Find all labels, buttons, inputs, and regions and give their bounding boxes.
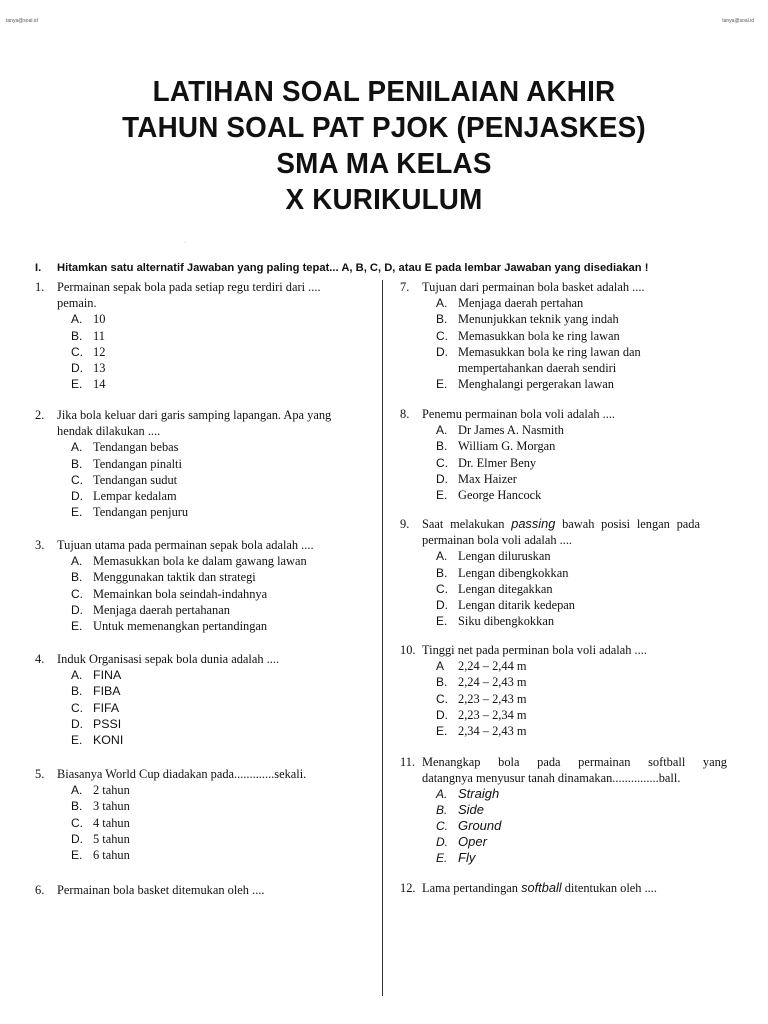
stray-dot: · — [184, 240, 186, 246]
option-text: Tendangan bebas — [93, 440, 179, 455]
option — [71, 456, 345, 472]
option-text: 2,34 – 2,43 m — [458, 724, 527, 739]
option-text: Untuk memenangkan pertandingan — [93, 619, 268, 634]
question-7 — [400, 279, 730, 392]
option — [436, 565, 700, 581]
question-number: 9. — [400, 517, 410, 531]
question-stem — [35, 766, 355, 782]
option-text: Menjaga daerah pertahan — [458, 296, 584, 311]
option — [71, 831, 355, 847]
question-5 — [35, 766, 355, 863]
option-text: Memasukkan bola ke dalam gawang lawan — [93, 554, 307, 569]
option — [436, 707, 730, 723]
option-text: FINA — [93, 668, 122, 683]
question-text: Tinggi net pada perminan bola voli adalah .... — [422, 643, 647, 657]
title-line: LATIHAN SOAL PENILAIAN AKHIR — [152, 76, 616, 108]
question-text: Induk Organisasi sepak bola dunia adalah .... — [57, 652, 280, 666]
question-11 — [400, 754, 727, 866]
option-letter: A — [436, 659, 445, 674]
question-2 — [35, 407, 345, 520]
corner-watermark-right: tanya@soal.id — [722, 18, 754, 24]
option-text: 5 tahun — [93, 831, 130, 846]
question-number: 10. — [400, 643, 416, 657]
option-letter: B. — [436, 565, 448, 580]
question-text: Permainan bola basket ditemukan oleh .... — [57, 883, 265, 897]
option — [71, 782, 355, 798]
option-text: 11 — [93, 328, 105, 343]
option-letter: E. — [71, 848, 83, 863]
question-text: Jika bola keluar dari garis samping lapangan. Apa yang hendak dilakukan .... — [57, 408, 332, 439]
question-text-after: bawah posisi lengan pada permainan bola voli adalah .... — [422, 517, 700, 548]
option — [71, 360, 335, 376]
question-number: 1. — [35, 280, 45, 294]
option — [71, 488, 345, 504]
question-text-after: ditentukan oleh .... — [561, 881, 657, 895]
question-stem — [400, 279, 730, 295]
option-letter: D. — [436, 707, 448, 722]
option-letter: D. — [71, 602, 83, 617]
option — [71, 847, 355, 863]
option — [71, 472, 345, 488]
option — [71, 439, 345, 455]
option-letter: B. — [436, 675, 448, 690]
options-list — [35, 667, 355, 748]
option-text: Ground — [458, 818, 502, 834]
option-letter: B. — [436, 803, 448, 818]
option — [71, 311, 335, 327]
options-list — [35, 311, 335, 392]
option-text: Menggunakan taktik dan strategi — [93, 570, 256, 585]
option — [71, 569, 355, 585]
option-letter: D. — [436, 344, 448, 359]
option — [71, 618, 355, 634]
option-letter: B. — [71, 570, 83, 585]
option — [71, 328, 335, 344]
option — [71, 700, 355, 716]
option — [436, 487, 730, 503]
option — [436, 613, 700, 629]
option-text: Menjaga daerah pertahanan — [93, 602, 230, 617]
option-letter: E. — [436, 851, 448, 866]
option-letter: C. — [71, 472, 83, 487]
option — [436, 438, 730, 454]
option-text: Memainkan bola seindah-indahnya — [93, 586, 268, 601]
option-text: Tendangan sudut — [93, 472, 178, 487]
option — [71, 716, 355, 732]
option-text: Siku dibengkokkan — [458, 614, 555, 629]
option-letter: C. — [71, 700, 83, 715]
question-6 — [35, 882, 365, 898]
option-text: Side — [458, 802, 485, 818]
option-letter: B. — [71, 328, 83, 343]
option-letter: A. — [436, 296, 448, 311]
option — [436, 455, 730, 471]
option-letter: C. — [436, 691, 448, 706]
question-number: 2. — [35, 408, 45, 422]
option-text: PSSI — [93, 716, 122, 731]
option-text: 2,23 – 2,34 m — [458, 707, 527, 722]
option-letter: B. — [71, 684, 83, 699]
title-line: X KURIKULUM — [285, 184, 483, 216]
option-letter: D. — [436, 471, 448, 486]
option — [436, 581, 700, 597]
question-stem — [35, 651, 355, 667]
option-text: 14 — [93, 377, 106, 392]
option-letter: A. — [436, 787, 448, 802]
options-list — [35, 439, 345, 520]
option-letter: B. — [436, 312, 448, 327]
question-stem — [400, 516, 700, 548]
option-letter: C. — [71, 344, 83, 359]
option — [71, 553, 355, 569]
option-letter: E. — [71, 377, 83, 392]
instruction — [35, 262, 755, 274]
option-text: 2 tahun — [93, 783, 130, 798]
option — [71, 376, 335, 392]
option-letter: E. — [71, 619, 83, 634]
option-text: 3 tahun — [93, 799, 130, 814]
question-10 — [400, 642, 730, 739]
option-text: Dr. Elmer Beny — [458, 455, 537, 470]
option-letter: D. — [71, 831, 83, 846]
option-letter: A. — [436, 423, 448, 438]
options-list — [35, 782, 355, 863]
question-text-before: Saat melakukan — [422, 517, 512, 531]
question-number: 6. — [35, 883, 45, 897]
options-list — [400, 658, 730, 739]
option-letter: D. — [71, 361, 83, 376]
option-text: 2,24 – 2,44 m — [458, 659, 527, 674]
option — [71, 344, 335, 360]
question-number: 5. — [35, 767, 45, 781]
question-text-italic: softball — [521, 880, 562, 895]
option-letter: C. — [71, 586, 83, 601]
corner-watermark-left: tanya@soal.id — [6, 18, 38, 24]
question-text-line: datangnya menyusur tanah dinamakan...............ball. — [422, 771, 681, 786]
option-letter: E. — [436, 724, 448, 739]
option-text: Tendangan penjuru — [93, 505, 189, 520]
option-text: Memasukkan bola ke ring lawan dan mempertahankan daerah sendiri — [458, 344, 641, 376]
option-letter: A. — [71, 783, 83, 798]
option-text: Menghalangi pergerakan lawan — [458, 377, 614, 392]
option-letter: B. — [71, 799, 83, 814]
option-text: George Hancock — [458, 488, 542, 503]
question-number: 11. — [400, 755, 416, 769]
option-letter: A. — [71, 312, 83, 327]
question-text: Tujuan utama pada permainan sepak bola adalah .... — [57, 538, 314, 552]
option-letter: C. — [436, 819, 448, 834]
option — [71, 732, 355, 748]
option-letter: D. — [436, 835, 448, 850]
question-stem — [35, 407, 345, 439]
option-letter: E. — [436, 614, 448, 629]
question-text: Tujuan dari permainan bola basket adalah .... — [422, 280, 645, 294]
option-text: Lengan ditarik kedepan — [458, 598, 575, 613]
options-list — [400, 422, 730, 503]
option — [436, 834, 727, 850]
option-text: 10 — [93, 312, 106, 327]
option-letter: A. — [71, 440, 83, 455]
options-list — [400, 548, 700, 629]
option-text: Menunjukkan teknik yang indah — [458, 312, 619, 327]
option-text: Lengan ditegakkan — [458, 581, 553, 596]
column-divider — [382, 280, 383, 996]
question-8 — [400, 406, 730, 503]
option — [71, 798, 355, 814]
option — [436, 295, 730, 311]
option-letter: D. — [436, 598, 448, 613]
option-text: Lengan dibengkokkan — [458, 565, 569, 580]
option — [436, 422, 730, 438]
option-letter: D. — [71, 716, 83, 731]
option-text: 2,24 – 2,43 m — [458, 675, 527, 690]
option-text: Tendangan pinalti — [93, 456, 182, 471]
option-letter: E. — [71, 505, 83, 520]
instruction-number: I. — [35, 262, 42, 274]
option — [436, 723, 730, 739]
option — [436, 674, 730, 690]
option-text: FIFA — [93, 700, 120, 715]
option — [436, 850, 727, 866]
question-text-before: Lama pertandingan — [422, 881, 522, 895]
option-text: Memasukkan bola ke ring lawan — [458, 328, 620, 343]
option — [436, 328, 730, 344]
question-stem — [35, 882, 365, 898]
option — [71, 586, 355, 602]
option-text: William G. Morgan — [458, 439, 556, 454]
question-12 — [400, 880, 730, 896]
option — [71, 667, 355, 683]
option-letter: A. — [71, 668, 83, 683]
question-number: 12. — [400, 881, 416, 895]
options-list — [400, 786, 727, 866]
question-number: 3. — [35, 538, 45, 552]
option-text: KONI — [93, 733, 124, 748]
option-letter: D. — [71, 489, 83, 504]
question-number: 4. — [35, 652, 45, 666]
options-list — [400, 295, 730, 392]
option-letter: E. — [436, 377, 448, 392]
option — [71, 683, 355, 699]
question-text: Biasanya World Cup diadakan pada.............sekali. — [57, 767, 307, 781]
option-letter: E. — [71, 733, 83, 748]
option-text: 6 tahun — [93, 848, 130, 863]
option — [436, 786, 727, 802]
option-letter: B. — [71, 456, 83, 471]
question-number: 8. — [400, 407, 410, 421]
option-text: 13 — [93, 361, 106, 376]
title-line: TAHUN SOAL PAT PJOK (PENJASKES) — [122, 112, 646, 144]
option — [436, 311, 730, 327]
option-letter: C. — [71, 815, 83, 830]
question-9 — [400, 516, 700, 629]
option-text: Straigh — [458, 786, 500, 802]
option — [71, 815, 355, 831]
option-text: Lempar kedalam — [93, 489, 177, 504]
question-stem — [400, 880, 730, 896]
option — [436, 344, 730, 376]
option — [436, 597, 700, 613]
option — [436, 818, 727, 834]
question-stem — [35, 279, 335, 311]
option — [436, 691, 730, 707]
option-text: Lengan diluruskan — [458, 549, 551, 564]
question-text: Permainan sepak bola pada setiap regu terdiri dari .... pemain. — [57, 280, 321, 311]
option-letter: C. — [436, 328, 448, 343]
option-text: Dr James A. Nasmith — [458, 423, 564, 438]
option — [436, 376, 730, 392]
option-text: 4 tahun — [93, 815, 130, 830]
question-stem — [400, 406, 730, 422]
question-3 — [35, 537, 355, 634]
option-text: Max Haizer — [458, 471, 517, 486]
option-letter: A. — [436, 549, 448, 564]
option-text: FIBA — [93, 684, 121, 699]
question-text-line: Menangkap bola pada permainan softball yang — [422, 755, 727, 769]
question-number: 7. — [400, 280, 410, 294]
option — [436, 471, 730, 487]
option-text: 2,23 – 2,43 m — [458, 691, 527, 706]
option-letter: C. — [436, 581, 448, 596]
option-letter: A. — [71, 554, 83, 569]
option — [436, 802, 727, 818]
option — [71, 602, 355, 618]
question-stem — [35, 537, 355, 553]
option-text: Oper — [458, 834, 487, 850]
option — [436, 658, 730, 674]
option — [436, 548, 700, 564]
option-letter: E. — [436, 488, 448, 503]
options-list — [35, 553, 355, 634]
option-text: 12 — [93, 344, 106, 359]
title-line: SMA MA KELAS — [276, 148, 492, 180]
option — [71, 504, 345, 520]
option-letter: B. — [436, 439, 448, 454]
question-stem — [400, 642, 730, 658]
question-text: Penemu permainan bola voli adalah .... — [422, 407, 616, 421]
option-letter: C. — [436, 455, 448, 470]
option-text: Fly — [458, 850, 476, 866]
question-stem — [400, 754, 727, 786]
instruction-text: Hitamkan satu alternatif Jawaban yang paling tepat... A, B, C, D, atau E pada lembar Jawaban yang disediakan ! — [57, 262, 649, 274]
question-1 — [35, 279, 335, 392]
page-title — [15, 74, 752, 218]
question-4 — [35, 651, 355, 748]
question-text-italic: passing — [511, 516, 556, 531]
